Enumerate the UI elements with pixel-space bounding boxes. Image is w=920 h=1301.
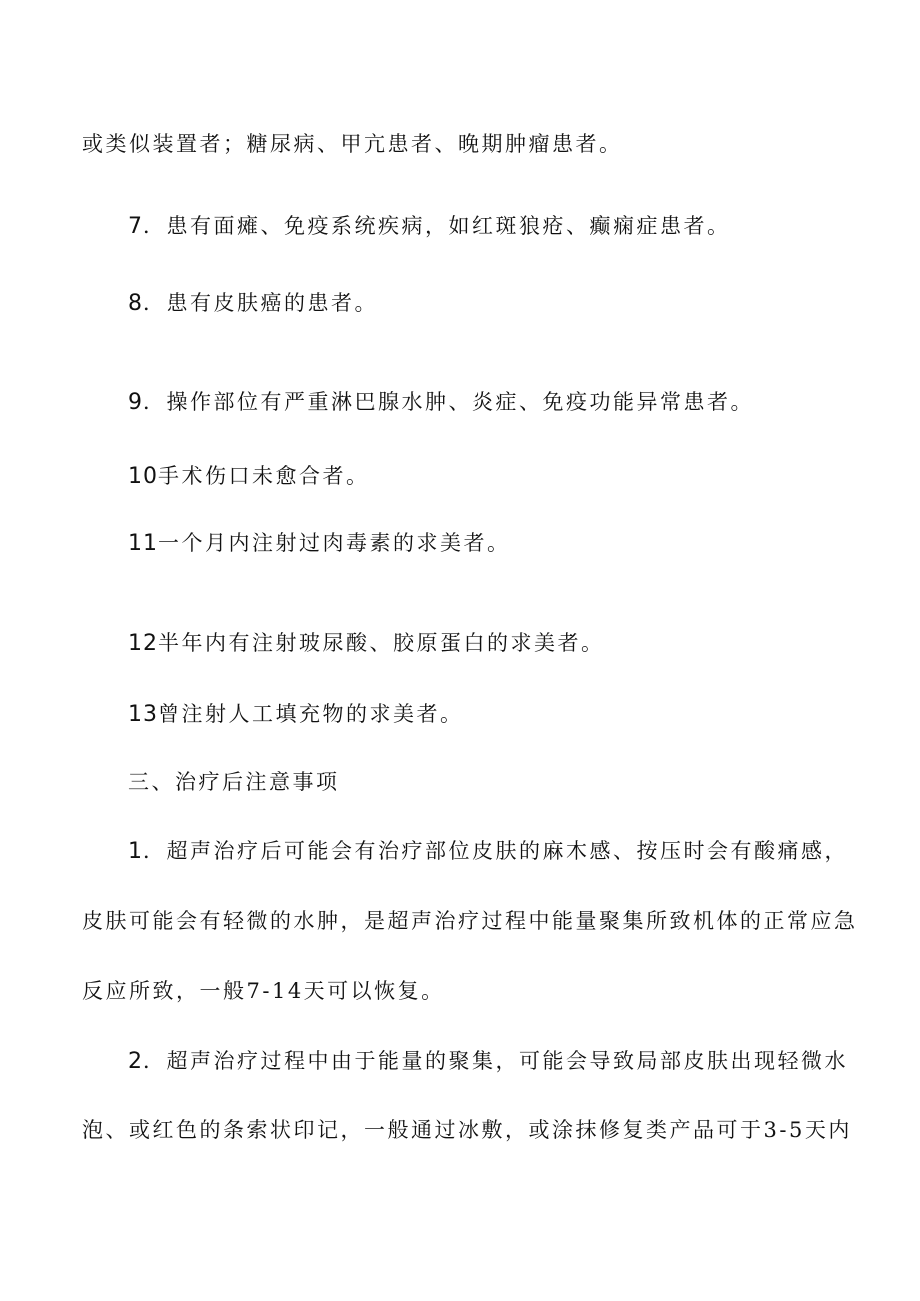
item-number: 9	[128, 390, 143, 415]
item-number: 2	[128, 1049, 143, 1074]
line-text: 皮肤可能会有轻微的水肿，是超声治疗过程中能量聚集所致机体的正常应急	[82, 909, 858, 933]
text-line-continuation	[82, 976, 445, 1006]
line-text: 泡、或红色的条索状印记，一般通过冰敷，或涂抹修复类产品可于3-5天内	[82, 1118, 852, 1142]
item-number: 8	[128, 291, 143, 316]
item-number: 11	[128, 531, 158, 556]
list-item-8	[128, 288, 378, 319]
item-text: 曾注射人工填充物的求美者。	[158, 702, 464, 726]
item-number: 13	[128, 702, 158, 727]
item-number: 7	[128, 214, 143, 239]
section-heading	[128, 767, 340, 797]
item-number: 1	[128, 839, 143, 864]
item-text: ．超声治疗过程中由于能量的聚集，可能会导致局部皮肤出现轻微水	[143, 1049, 848, 1073]
item-number: 12	[128, 631, 158, 656]
list-item-13	[128, 699, 464, 730]
item-text: ．患有面瘫、免疫系统疾病，如红斑狼疮、癫痫症患者。	[143, 214, 731, 238]
line-text: 反应所致，一般7-14天可以恢复。	[82, 979, 445, 1003]
text-line-continuation	[82, 906, 858, 936]
list-item-7	[128, 211, 731, 242]
list-item-1	[128, 836, 848, 867]
item-text: 一个月内注射过肉毒素的求美者。	[158, 531, 511, 555]
item-text: ．超声治疗后可能会有治疗部位皮肤的麻木感、按压时会有酸痛感，	[143, 839, 848, 863]
list-item-11	[128, 528, 511, 559]
heading-text: 三、治疗后注意事项	[128, 770, 340, 794]
list-item-10	[128, 461, 370, 492]
text-line-continuation	[82, 1115, 852, 1145]
item-text: ．操作部位有严重淋巴腺水肿、炎症、免疫功能异常患者。	[143, 390, 754, 414]
line-text: 或类似装置者；糖尿病、甲亢患者、晚期肿瘤患者。	[82, 132, 623, 156]
item-number: 10	[128, 464, 158, 489]
list-item-9	[128, 387, 754, 418]
item-text: 半年内有注射玻尿酸、胶原蛋白的求美者。	[158, 631, 605, 655]
list-item-2	[128, 1046, 848, 1077]
list-item-12	[128, 628, 605, 659]
item-text: 手术伤口未愈合者。	[158, 464, 370, 488]
item-text: ．患有皮肤癌的患者。	[143, 291, 378, 315]
text-line-continuation	[82, 129, 623, 159]
